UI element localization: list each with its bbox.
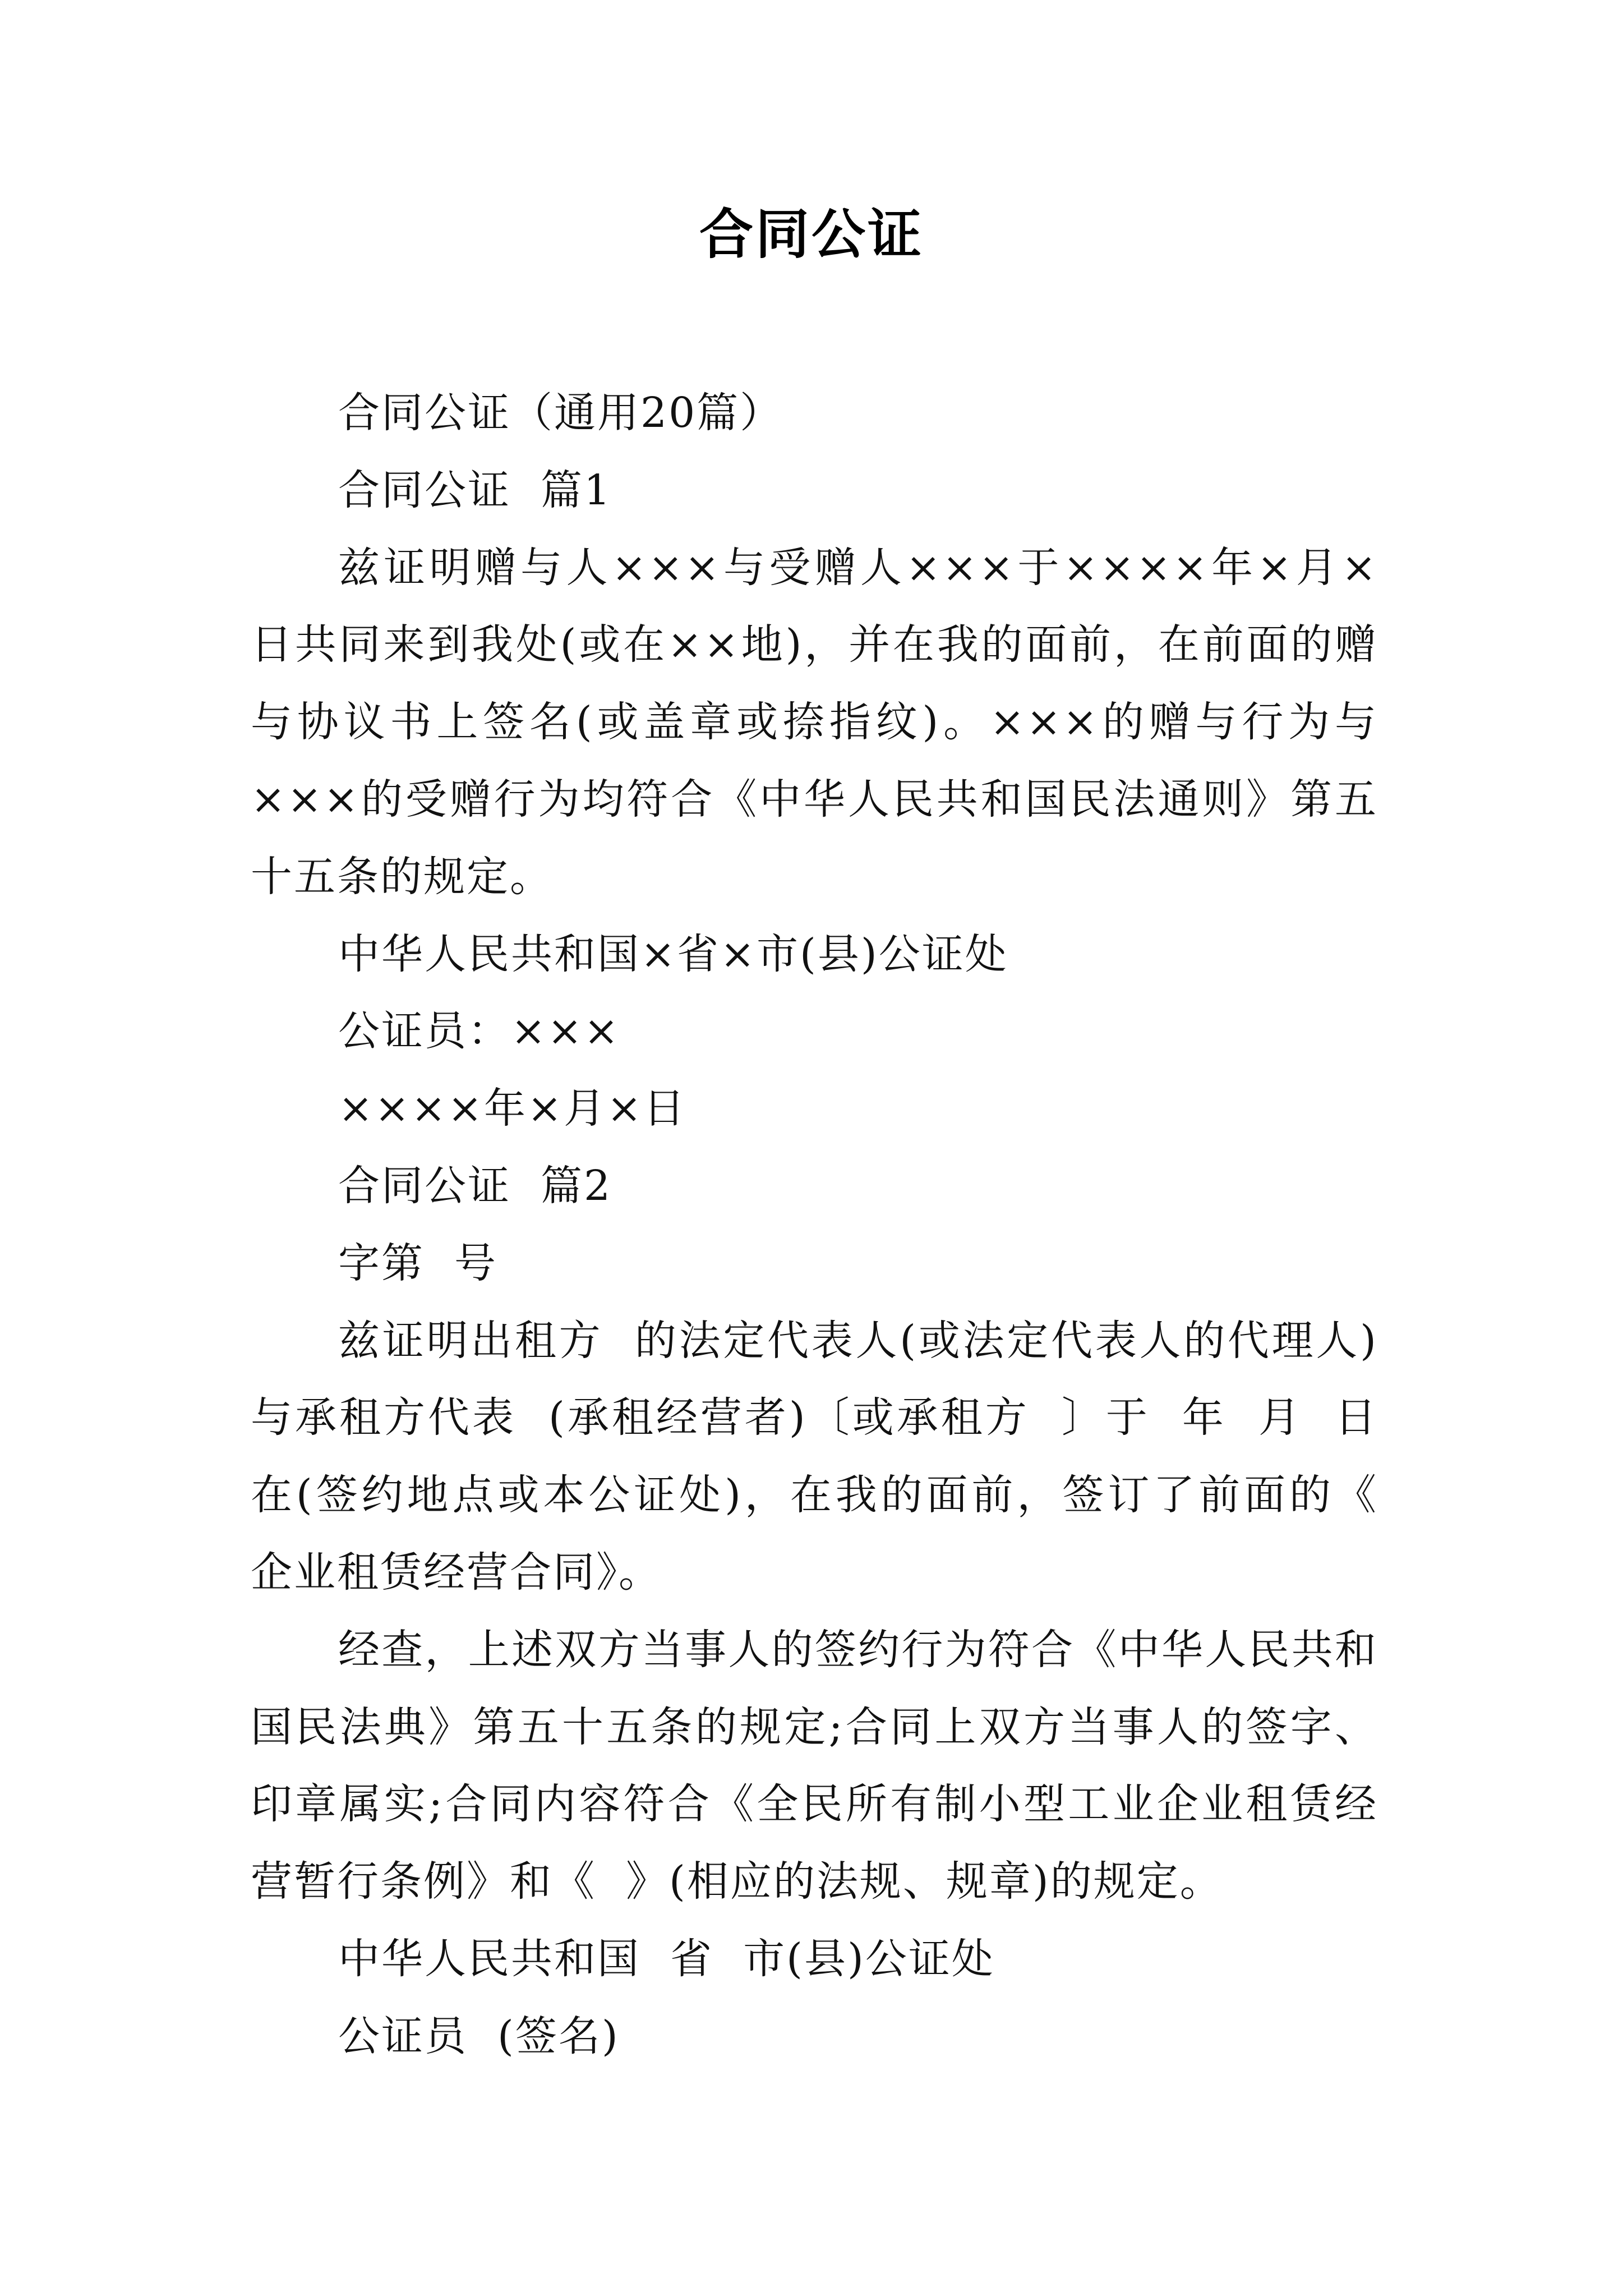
- section-heading-2: 合同公证 篇2: [338, 1161, 612, 1210]
- document-body: [251, 375, 1408, 2076]
- notary-date-line-1: ××××年×月×日: [338, 1084, 687, 1133]
- notary-office-line-2: 中华人民共和国 省 市(县)公证处: [338, 1934, 995, 1983]
- section-heading-1: 合同公证 篇1: [338, 466, 612, 514]
- notary-office-line-1: 中华人民共和国×省×市(县)公证处: [338, 930, 1008, 978]
- document-number-line: 字第 号: [338, 1239, 498, 1287]
- gift-notarization-paragraph: 兹证明赠与人×××与受赠人×××于××××年×月×日共同来到我处(或在××地)，并在我的面前，在前面的赠与协议书上签名(或盖章或捺指纹)。×××的赠与行为与×××的受赠行为均符合《中华人民共和国民法通则》第五十五条的规定。: [251, 543, 1378, 901]
- verification-paragraph: 经查，上述双方当事人的签约行为符合《中华人民共和国民法典》第五十五条的规定;合同上双方当事人的签字、印章属实;合同内容符合《全民所有制小型工业企业租赁经营暂行条例》和《 》(相应的法规、规章)的规定。: [251, 1625, 1378, 1906]
- lease-notarization-paragraph: 兹证明出租方 的法定代表人(或法定代表人的代理人)与承租方代表 (承租经营者)〔或承租方 〕于 年 月 日在(签约地点或本公证处)，在我的面前，签订了前面的《 企业租赁经营合同》。: [251, 1316, 1408, 1596]
- notary-officer-signature-line: 公证员 (签名): [338, 2012, 620, 2060]
- collection-heading: 合同公证（通用20篇）: [338, 389, 783, 437]
- notary-officer-line-1: 公证员：×××: [338, 1007, 621, 1056]
- document-title: 合同公证: [699, 203, 924, 266]
